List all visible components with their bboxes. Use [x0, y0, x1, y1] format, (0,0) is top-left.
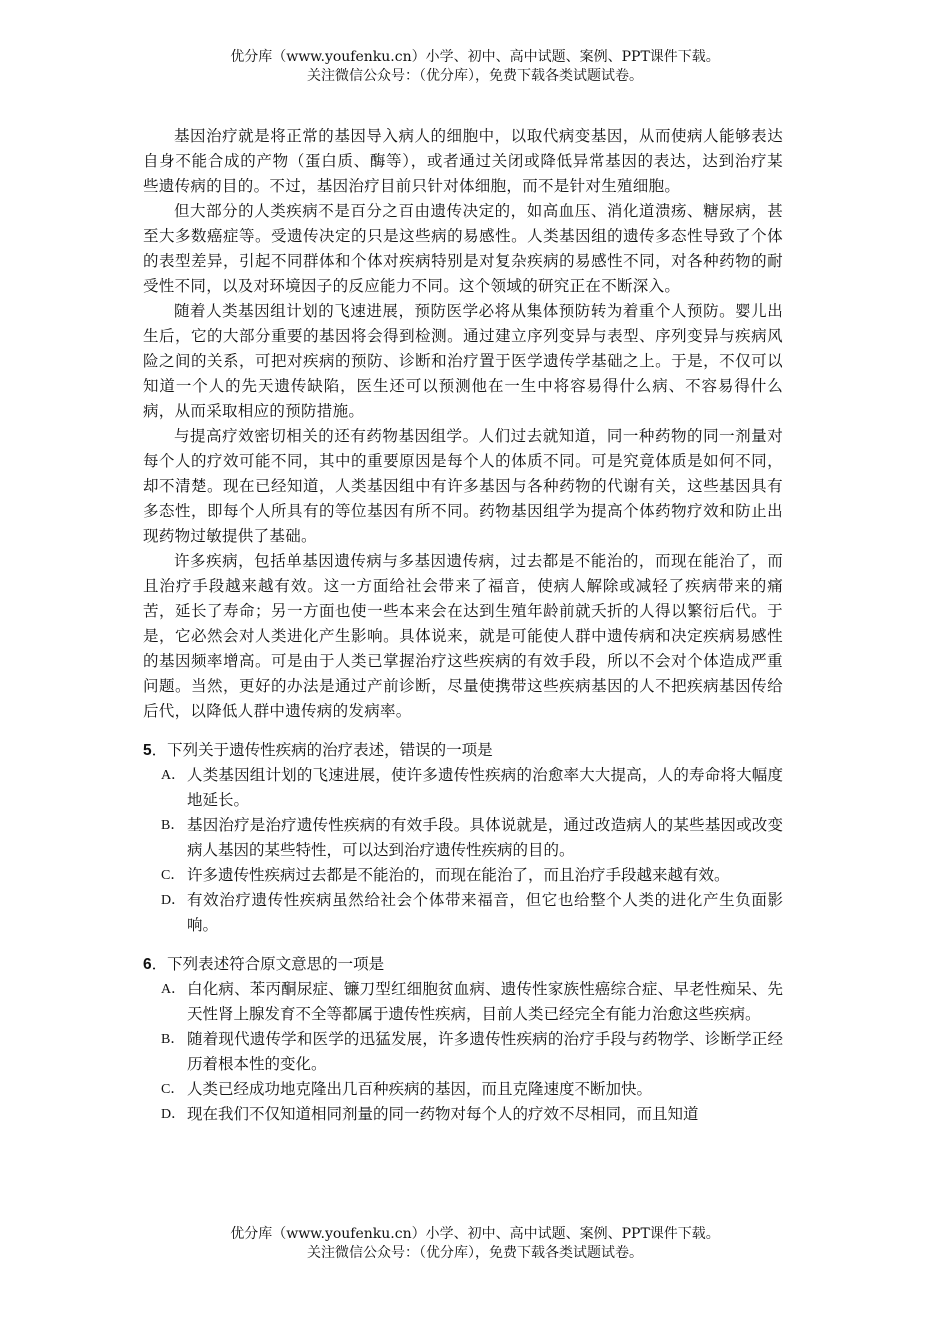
option-6c — [161, 1077, 783, 1102]
option-label: B． — [161, 1032, 185, 1047]
footer-line-2: 关注微信公众号：（优分库），免费下载各类试题试卷。 — [307, 1245, 643, 1261]
option-text: 许多遗传性疾病过去都是不能治的，而现在能治了，而且治疗手段越来越有效。 — [187, 866, 730, 884]
page-header — [0, 48, 950, 86]
header-line-1: 优分库（www.youfenku.cn）小学、初中、高中试题、案例、PPT课件下载。 — [230, 49, 720, 65]
option-text: 现在我们不仅知道相同剂量的同一药物对每个人的疗效不尽相同，而且知道 — [187, 1105, 699, 1123]
option-text: 有效治疗遗传性疾病虽然给社会个体带来福音，但它也给整个人类的进化产生负面影响。 — [187, 891, 783, 934]
option-text: 白化病、苯丙酮尿症、镰刀型红细胞贫血病、遗传性家族性癌综合症、早老性痴呆、先天性肾上腺发育不全等都属于遗传性疾病，目前人类已经完全有能力治愈这些疾病。 — [187, 980, 783, 1023]
option-6d — [161, 1102, 783, 1127]
question-stem: ．下列表述符合原文意思的一项是 — [151, 955, 385, 973]
document-body — [143, 124, 783, 1127]
passage-paragraph-1: 基因治疗就是将正常的基因导入病人的细胞中，以取代病变基因，从而使病人能够表达自身不能合成的产物（蛋白质、酶等），或者通过关闭或降低异常基因的表达，达到治疗某些遗传病的目的。不过，基因治疗目前只针对体细胞，而不是针对生殖细胞。 — [143, 127, 783, 195]
option-label: A． — [161, 982, 186, 997]
option-6b — [161, 1027, 783, 1077]
option-5a — [161, 763, 783, 813]
option-label: D． — [161, 1107, 186, 1122]
passage-paragraph-5: 许多疾病，包括单基因遗传病与多基因遗传病，过去都是不能治的，而现在能治了，而且治疗手段越来越有效。这一方面给社会带来了福音，使病人解除或减轻了疾病带来的痛苦，延长了寿命；另一方面也使一些本来会在达到生殖年龄前就夭折的人得以繁衍后代。于是，它必然会对人类进化产生影响。具体说来，就是可能使人群中遗传病和决定疾病易感性的基因频率增高。可是由于人类已掌握治疗这些疾病的有效手段，所以不会对个体造成严重问题。当然，更好的办法是通过产前诊断，尽量使携带这些疾病基因的人不把疾病基因传给后代，以降低人群中遗传病的发病率。 — [143, 552, 783, 720]
option-label: C． — [161, 1082, 185, 1097]
passage-paragraph-4: 与提高疗效密切相关的还有药物基因组学。人们过去就知道，同一种药物的同一剂量对每个人的疗效可能不同，其中的重要原因是每个人的体质不同。可是究竟体质是如何不同，却不清楚。现在已经知道，人类基因组中有许多基因与各种药物的代谢有关，这些基因具有多态性，即每个人所具有的等位基因有所不同。药物基因组学为提高个体药物疗效和防止出现药物过敏提供了基础。 — [143, 427, 783, 545]
option-label: C． — [161, 868, 185, 883]
option-5d — [161, 888, 783, 938]
question-number: 6 — [143, 956, 152, 973]
option-label: A． — [161, 768, 186, 783]
option-label: D． — [161, 893, 186, 908]
page-footer — [0, 1225, 950, 1263]
question-stem: ．下列关于遗传性疾病的治疗表述，错误的一项是 — [151, 741, 493, 759]
option-text: 基因治疗是治疗遗传性疾病的有效手段。具体说就是，通过改造病人的某些基因或改变病人基因的某些特性，可以达到治疗遗传性疾病的目的。 — [187, 816, 783, 859]
header-line-2: 关注微信公众号：（优分库），免费下载各类试题试卷。 — [307, 68, 643, 84]
option-5b — [161, 813, 783, 863]
option-label: B． — [161, 818, 185, 833]
passage-paragraph-2: 但大部分的人类疾病不是百分之百由遗传决定的，如高血压、消化道溃疡、糖尿病，甚至大多数癌症等。受遗传决定的只是这些病的易感性。人类基因组的遗传多态性导致了个体的表型差异，引起不同群体和个体对疾病特别是对复杂疾病的易感性不同，对各种药物的耐受性不同，以及对环境因子的反应能力不同。这个领域的研究正在不断深入。 — [143, 202, 783, 295]
question-number: 5 — [143, 742, 152, 759]
question-5 — [143, 738, 783, 763]
option-6a — [161, 977, 783, 1027]
option-text: 人类已经成功地克隆出几百种疾病的基因，而且克隆速度不断加快。 — [187, 1080, 653, 1098]
option-text: 人类基因组计划的飞速进展，使许多遗传性疾病的治愈率大大提高，人的寿命将大幅度地延长。 — [187, 766, 783, 809]
footer-line-1: 优分库（www.youfenku.cn）小学、初中、高中试题、案例、PPT课件下载。 — [230, 1226, 720, 1242]
passage-paragraph-3: 随着人类基因组计划的飞速进展，预防医学必将从集体预防转为着重个人预防。婴儿出生后，它的大部分重要的基因将会得到检测。通过建立序列变异与表型、序列变异与疾病风险之间的关系，可把对疾病的预防、诊断和治疗置于医学遗传学基础之上。于是，不仅可以知道一个人的先天遗传缺陷，医生还可以预测他在一生中将容易得什么病、不容易得什么病，从而采取相应的预防措施。 — [143, 302, 783, 420]
option-5c — [161, 863, 783, 888]
question-6 — [143, 952, 783, 977]
option-text: 随着现代遗传学和医学的迅猛发展，许多遗传性疾病的治疗手段与药物学、诊断学正经历着根本性的变化。 — [187, 1030, 783, 1073]
